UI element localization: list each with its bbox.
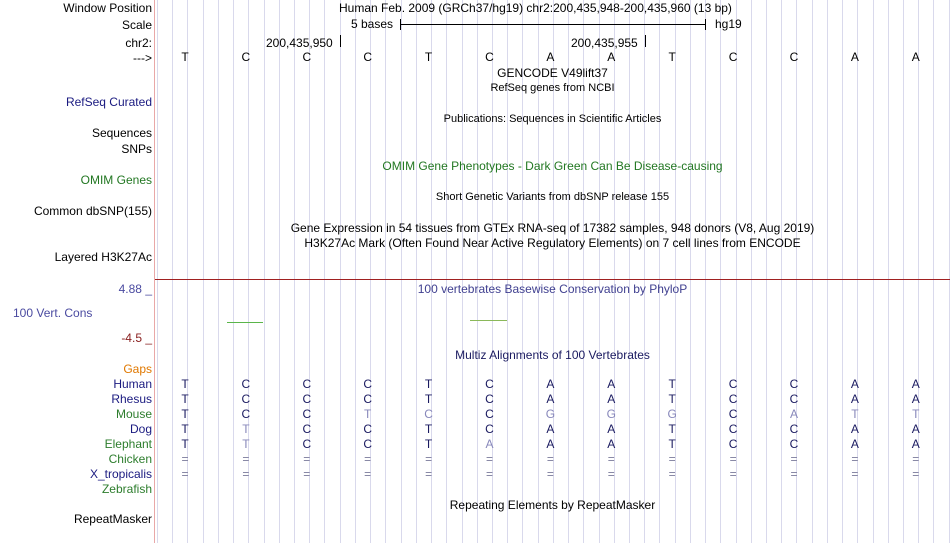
- aligned-base: T: [668, 392, 676, 406]
- species-label-elephant[interactable]: Elephant: [104, 437, 152, 451]
- omim-track-label[interactable]: OMIM Genes: [80, 173, 152, 187]
- species-label-x_tropicalis[interactable]: X_tropicalis: [89, 467, 152, 481]
- aligned-base: T: [668, 377, 676, 391]
- aligned-base: C: [789, 377, 799, 391]
- reference-base: A: [850, 50, 859, 64]
- aligned-base: T: [181, 407, 189, 421]
- phylop-track-title[interactable]: 100 vertebrates Basewise Conservation by PhyloP: [417, 282, 688, 296]
- aligned-base: A: [607, 422, 616, 436]
- aligned-base: A: [850, 422, 859, 436]
- aligned-base: =: [668, 452, 676, 466]
- conservation-bar: [227, 322, 263, 323]
- aligned-base: C: [363, 437, 373, 451]
- aligned-base: C: [728, 437, 738, 451]
- aligned-base: A: [911, 437, 920, 451]
- aligned-base: C: [728, 392, 738, 406]
- aligned-base: A: [607, 377, 616, 391]
- chrom-label: chr2:: [125, 36, 152, 50]
- phylop-max-value: 4.88 _: [118, 282, 152, 296]
- coord-tick-2: [645, 35, 646, 47]
- repeatmasker-track-label[interactable]: RepeatMasker: [73, 512, 152, 526]
- aligned-base: C: [789, 437, 799, 451]
- reference-base: C: [728, 50, 738, 64]
- aligned-base: C: [424, 407, 433, 421]
- aligned-base: G: [545, 407, 556, 421]
- aligned-base: =: [851, 467, 859, 481]
- refseq-track-label[interactable]: RefSeq Curated: [65, 95, 152, 109]
- aligned-base: =: [546, 467, 554, 481]
- aligned-base: =: [790, 452, 798, 466]
- aligned-base: A: [850, 377, 859, 391]
- species-label-zebrafish[interactable]: Zebrafish: [101, 482, 152, 496]
- aligned-base: =: [181, 452, 189, 466]
- gaps-label: Gaps: [123, 362, 152, 376]
- coord-label-2: 200,435,955: [571, 36, 638, 50]
- species-label-rhesus[interactable]: Rhesus: [111, 392, 152, 406]
- species-label-dog[interactable]: Dog: [129, 422, 152, 436]
- aligned-base: =: [242, 452, 250, 466]
- aligned-base: C: [241, 377, 251, 391]
- reference-base: C: [363, 50, 373, 64]
- aligned-base: =: [485, 452, 493, 466]
- aligned-base: T: [181, 377, 189, 391]
- aligned-base: =: [912, 452, 920, 466]
- aligned-base: C: [728, 422, 738, 436]
- aligned-base: A: [911, 377, 920, 391]
- aligned-base: C: [363, 377, 373, 391]
- aligned-base: C: [302, 407, 312, 421]
- scale-bar: [400, 24, 706, 25]
- species-label-human[interactable]: Human: [113, 377, 152, 391]
- conservation-bar: [470, 320, 507, 321]
- aligned-base: C: [728, 407, 738, 421]
- aligned-base: T: [242, 422, 250, 436]
- reference-base: C: [485, 50, 494, 64]
- strand-label: --->: [133, 51, 152, 65]
- aligned-base: T: [424, 437, 433, 451]
- aligned-base: =: [729, 452, 737, 466]
- scale-text: 5 bases: [351, 17, 394, 31]
- aligned-base: A: [850, 392, 859, 406]
- aligned-base: T: [424, 377, 433, 391]
- scale-db: hg19: [715, 17, 742, 31]
- window-position-text: Human Feb. 2009 (GRCh37/hg19) chr2:200,435,948-200,435,960 (13 bp): [339, 1, 732, 15]
- aligned-base: T: [668, 437, 676, 451]
- aligned-base: A: [607, 392, 616, 406]
- refseq-track-title[interactable]: RefSeq genes from NCBI: [490, 82, 615, 94]
- aligned-base: =: [425, 452, 433, 466]
- aligned-base: C: [302, 422, 312, 436]
- phylop-track-label[interactable]: 100 Vert. Cons: [13, 306, 93, 320]
- reference-base: A: [607, 50, 616, 64]
- reference-base: T: [668, 50, 676, 64]
- aligned-base: C: [485, 422, 494, 436]
- phylop-min-value: -4.5 _: [121, 331, 152, 345]
- aligned-base: =: [668, 467, 676, 481]
- aligned-base: A: [607, 437, 616, 451]
- aligned-base: =: [181, 467, 189, 481]
- aligned-base: =: [303, 452, 311, 466]
- dbsnp-track-title[interactable]: Short Genetic Variants from dbSNP release 155: [435, 191, 670, 203]
- repeatmasker-track-title[interactable]: Repeating Elements by RepeatMasker: [449, 498, 656, 512]
- aligned-base: T: [181, 437, 189, 451]
- species-label-mouse[interactable]: Mouse: [115, 407, 152, 421]
- aligned-base: C: [302, 392, 312, 406]
- aligned-base: A: [546, 392, 555, 406]
- omim-track-title[interactable]: OMIM Gene Phenotypes - Dark Green Can Be Disease-causing: [382, 159, 723, 173]
- aligned-base: =: [607, 467, 615, 481]
- aligned-base: T: [364, 407, 372, 421]
- reference-base: A: [911, 50, 920, 64]
- aligned-base: T: [242, 437, 250, 451]
- h3k27ac-track-title[interactable]: H3K27Ac Mark (Often Found Near Active Regulatory Elements) on 7 cell lines from ENCODE: [304, 236, 801, 250]
- aligned-base: C: [485, 407, 494, 421]
- dbsnp-track-label[interactable]: Common dbSNP(155): [33, 204, 152, 218]
- aligned-base: G: [606, 407, 616, 421]
- reference-base: T: [424, 50, 433, 64]
- aligned-base: A: [911, 422, 920, 436]
- aligned-base: =: [425, 467, 433, 481]
- aligned-base: =: [546, 452, 554, 466]
- aligned-base: C: [363, 422, 373, 436]
- aligned-base: C: [363, 392, 373, 406]
- aligned-base: C: [241, 392, 251, 406]
- aligned-base: =: [242, 467, 250, 481]
- aligned-base: C: [302, 437, 312, 451]
- aligned-base: T: [851, 407, 859, 421]
- aligned-base: =: [485, 467, 493, 481]
- window-position-label: Window Position: [63, 1, 152, 15]
- aligned-base: A: [546, 437, 555, 451]
- aligned-base: T: [424, 392, 433, 406]
- aligned-base: =: [364, 452, 372, 466]
- reference-base: T: [181, 50, 189, 64]
- aligned-base: A: [789, 407, 798, 421]
- aligned-base: =: [851, 452, 859, 466]
- gtex-track-title[interactable]: Gene Expression in 54 tissues from GTEx RNA-seq of 17382 samples, 948 donors (V8, Aug 2019): [290, 221, 815, 235]
- aligned-base: C: [789, 392, 799, 406]
- aligned-base: C: [485, 392, 494, 406]
- aligned-base: C: [302, 377, 312, 391]
- aligned-base: =: [729, 467, 737, 481]
- aligned-base: T: [912, 407, 920, 421]
- aligned-base: T: [181, 422, 189, 436]
- aligned-base: C: [241, 407, 251, 421]
- sequences-track-label[interactable]: Sequences: [91, 126, 152, 140]
- aligned-base: C: [728, 377, 738, 391]
- coord-tick-1: [340, 35, 341, 47]
- multiz-track-title[interactable]: Multiz Alignments of 100 Vertebrates: [455, 348, 650, 362]
- reference-base: C: [241, 50, 251, 64]
- aligned-base: A: [546, 422, 555, 436]
- h3k27ac-track-label[interactable]: Layered H3K27Ac: [54, 250, 152, 264]
- snps-track-label[interactable]: SNPs: [121, 142, 152, 156]
- track-group-divider: [155, 279, 950, 280]
- aligned-base: C: [789, 422, 799, 436]
- reference-base: A: [546, 50, 555, 64]
- aligned-base: =: [303, 467, 311, 481]
- reference-base: C: [789, 50, 799, 64]
- coord-label-1: 200,435,950: [266, 36, 333, 50]
- publications-track-title[interactable]: Publications: Sequences in Scientific Articles: [443, 113, 662, 125]
- scale-label: Scale: [121, 18, 152, 32]
- aligned-base: =: [364, 467, 372, 481]
- aligned-base: A: [485, 437, 494, 451]
- aligned-base: T: [181, 392, 189, 406]
- aligned-base: =: [912, 467, 920, 481]
- species-label-chicken[interactable]: Chicken: [108, 452, 152, 466]
- reference-base: C: [302, 50, 312, 64]
- gencode-track-title[interactable]: GENCODE V49lift37: [497, 66, 608, 80]
- aligned-base: G: [667, 407, 677, 421]
- aligned-base: T: [424, 422, 433, 436]
- aligned-base: T: [668, 422, 676, 436]
- aligned-base: C: [485, 377, 494, 391]
- aligned-base: A: [911, 392, 920, 406]
- aligned-base: =: [790, 467, 798, 481]
- aligned-base: A: [546, 377, 555, 391]
- aligned-base: A: [850, 437, 859, 451]
- aligned-base: =: [607, 452, 615, 466]
